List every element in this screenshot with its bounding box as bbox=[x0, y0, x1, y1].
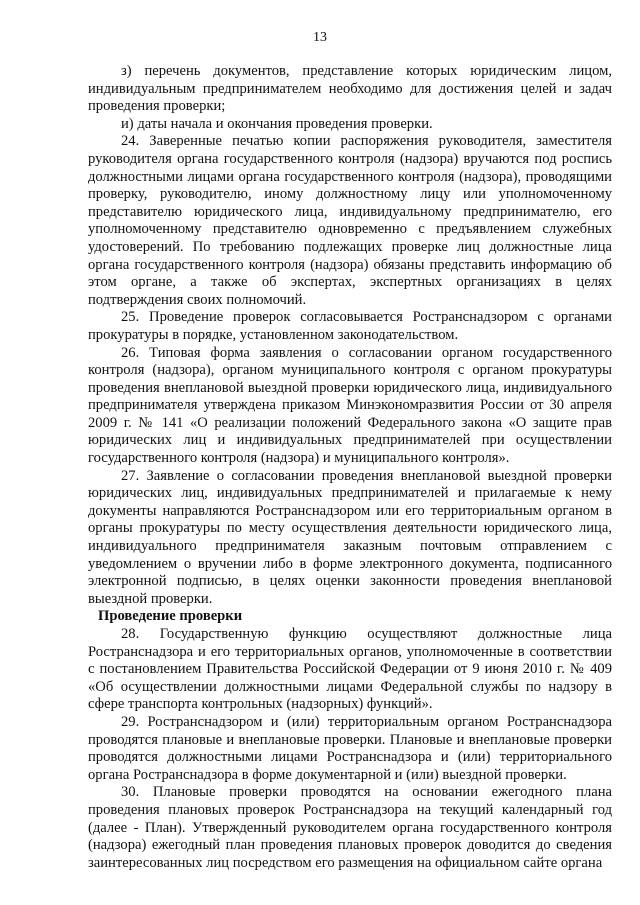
paragraph-28: 28. Государственную функцию осуществляют должностные лица Ространснадзора и его территориальных органов, уполномоченные в соответствии с постановлением Правительства Российской Федерации от 9 июня 2010 г. № 409 «Об осуществлении должностными лицами Федеральной службы по надзору в сфере транспорта контрольных (надзорных) функций». bbox=[88, 626, 612, 713]
paragraph-24: 24. Заверенные печатью копии распоряжения руководителя, заместителя руководителя органа государственного контроля (надзора) вручаются под роспись должностными лицами органа государственного контроля (надзора), проводящими проверку, руководителю, иному должностному лицу или уполномоченному представителю юридического лица, индивидуальному предпринимателю, его уполномоченному представителю одновременно с предъявлением служебных удостоверений. По требованию подлежащих проверке лиц должностные лица органа государственного контроля (надзора) обязаны представить информацию об этом органе, а также об экспертах, экспертных организациях в целях подтверждения своих полномочий. bbox=[88, 133, 612, 308]
document-body bbox=[88, 63, 612, 872]
paragraph-30: 30. Плановые проверки проводятся на основании ежегодного плана проведения плановых проверок Ространснадзора на текущий календарный год (далее - План). Утвержденный руководителем органа государственного контроля (надзора) ежегодный план проведения плановых проверок доводится до сведения заинтересованных лиц посредством его размещения на официальном сайте органа bbox=[88, 784, 612, 871]
paragraph-i: и) даты начала и окончания проведения проверки. bbox=[121, 115, 433, 132]
page-number: 13 bbox=[313, 30, 327, 45]
section-heading: Проведение проверки bbox=[98, 608, 243, 625]
paragraph-29: 29. Ространснадзором и (или) территориальным органом Ространснадзора проводятся плановые и внеплановые проверки. Плановые и внеплановые проверки проводятся должностными лицами Ространснадзора и (или) территориального органа Ространснадзора в форме документарной и (или) выездной проверки. bbox=[88, 713, 612, 783]
paragraph-27: 27. Заявление о согласовании проведения внеплановой выездной проверки юридических лиц, индивидуальных предпринимателей и прилагаемые к нему документы направляются Ространснадзором или его территориальным органом в органы прокуратуры по месту осуществления деятельности юридического лица, индивидуального предпринимателя заказным почтовым отправлением с уведомлением о вручении либо в форме электронного документа, подписанного электронной подписью, в целях оценки законности проведения внеплановой выездной проверки. bbox=[88, 467, 612, 607]
paragraph-26: 26. Типовая форма заявления о согласовании органом государственного контроля (надзора), органом муниципального контроля с органом прокуратуры проведения внеплановой выездной проверки юридического лица, индивидуального предпринимателя утверждена приказом Минэкономразвития России от 30 апреля 2009 г. № 141 «О реализации положений Федерального закона «О защите прав юридических лиц и индивидуальных предпринимателей при осуществлении государственного контроля (надзора) и муниципального контроля». bbox=[88, 344, 612, 467]
paragraph-25: 25. Проведение проверок согласовывается Ространснадзором с органами прокуратуры в порядке, установленном законодательством. bbox=[88, 309, 612, 343]
paragraph-z: з) перечень документов, представление которых юридическим лицом, индивидуальным предпринимателем необходимо для достижения целей и задач проведения проверки; bbox=[88, 63, 612, 115]
